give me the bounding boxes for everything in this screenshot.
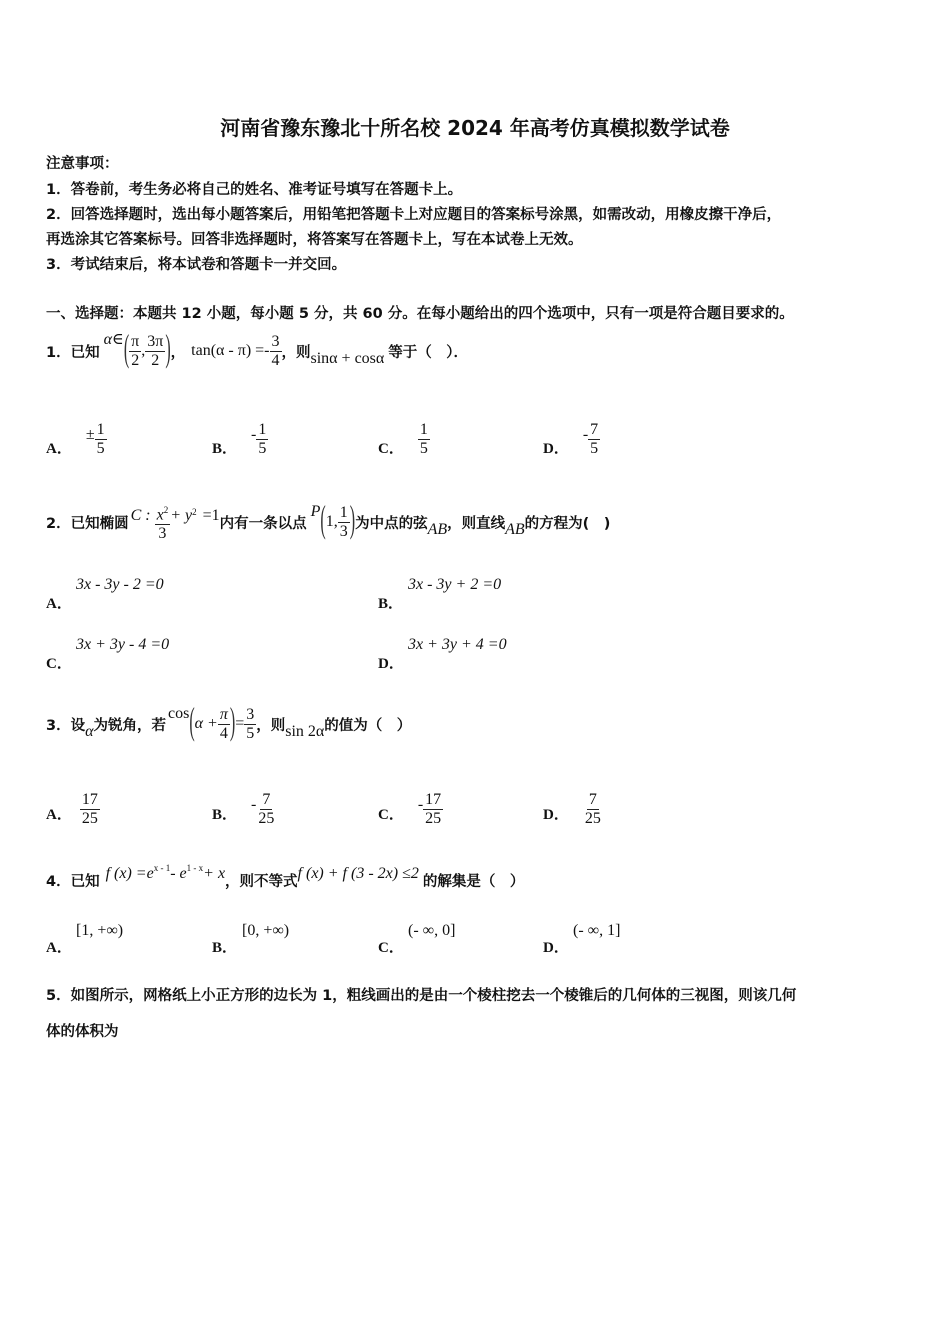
then-text: ，则 <box>256 717 286 734</box>
option-label: B． <box>212 807 238 823</box>
question-number: 3．设 <box>46 717 86 734</box>
function-minus-term: - e <box>170 865 187 882</box>
notice-item: 再选涂其它答案标号。回答非选择题时，将答案写在答题卡上，写在本试卷上无效。 <box>46 232 583 248</box>
line-name: AB <box>505 521 525 538</box>
exponent-1: x - 1 <box>153 863 171 873</box>
option-fraction: $\frac{1}{5}$ <box>419 421 428 457</box>
option-fraction: $\frac{17}{25}$ <box>425 791 442 827</box>
question-text: 为中点的弦 <box>355 515 428 532</box>
question-ask: 的值为（ ） <box>324 717 412 734</box>
equals: = <box>235 715 245 732</box>
question-2 <box>46 496 610 548</box>
option-c[interactable] <box>378 410 430 458</box>
cos-value-fraction: $\frac{3}{5}$ <box>246 705 255 742</box>
question-1: 1．已知 α∈ ( $\frac{\pi}{2}$ , $\frac{3\pi}{2}$ ) ， tan(α - π) =- $\frac{3}{4}$ ，则 sinα + cosα 等于（ ）． <box>46 326 468 376</box>
interval-lower-fraction: $\frac{\pi}{2}$ <box>131 332 140 369</box>
condition-alpha-in: α∈ <box>103 331 124 348</box>
option-equation: 3x - 3y - 2 =0 <box>76 576 164 593</box>
question-number: 4．已知 <box>46 873 100 890</box>
paren-right: ) <box>229 702 236 744</box>
question-number: 1．已知 <box>46 344 100 361</box>
target-expression: sin 2α <box>285 723 325 740</box>
page-title: 河南省豫东豫北十所名校 2024 年高考仿真模拟数学试卷 <box>220 116 730 140</box>
question-number: 2．已知椭圆 <box>46 515 129 532</box>
point-x: 1, <box>325 513 338 530</box>
option-sign: - <box>417 796 424 813</box>
condition-tan: tan(α - π) =- <box>191 342 270 359</box>
question-5-line-1: 5．如图所示，网格纸上小正方形的边长为 1，粗线画出的是由一个棱柱挖去一个棱锥后的几何体的三视图，则该几何 <box>46 988 797 1004</box>
question-text: 内有一条以点 <box>219 515 307 532</box>
option-label: D． <box>378 656 404 672</box>
option-interval: (- ∞, 0] <box>408 922 456 939</box>
option-equation: 3x + 3y - 4 =0 <box>76 636 170 653</box>
ellipse-fraction: $\frac{x^2}{3}$ <box>155 501 171 543</box>
paren-left: ( <box>320 500 326 542</box>
option-label: C． <box>378 441 404 457</box>
question-ask: 等于（ ）． <box>388 344 469 361</box>
tan-value-fraction: $\frac{3}{4}$ <box>271 332 280 369</box>
option-d[interactable] <box>543 782 603 828</box>
option-label: D． <box>543 807 569 823</box>
ellipse-name: C : <box>130 507 151 524</box>
notice-item: 3．考试结束后，将本试卷和答题卡一并交回。 <box>46 257 347 273</box>
function-definition: f (x) =e <box>105 865 154 882</box>
question-4 <box>46 862 524 898</box>
option-c[interactable] <box>378 782 443 828</box>
point-y-fraction: $\frac{1}{3}$ <box>339 503 348 540</box>
option-fraction: $\frac{7}{25}$ <box>258 791 275 827</box>
then-text: ，则 <box>281 344 311 361</box>
option-label: B． <box>212 940 238 956</box>
option-label: B． <box>212 441 238 457</box>
separator: ， <box>170 344 186 361</box>
option-b[interactable] <box>212 410 268 458</box>
option-label: A． <box>46 596 72 612</box>
paren-right: ) <box>349 500 356 542</box>
chord-name: AB <box>427 521 448 538</box>
y-exponent: 2 <box>192 507 197 517</box>
option-sign: - <box>251 426 257 443</box>
question-text: ，则不等式 <box>225 873 298 890</box>
inequality: f (x) + f (3 - 2x) ≤2 <box>297 865 419 882</box>
cos-function: cos <box>168 705 190 722</box>
option-label: D． <box>543 940 569 956</box>
option-a[interactable] <box>46 410 107 458</box>
option-fraction: $\frac{7}{5}$ <box>590 421 599 457</box>
option-label: C． <box>378 807 404 823</box>
option-a[interactable] <box>46 782 100 828</box>
ellipse-y-term: + y <box>170 507 193 524</box>
option-fraction: $\frac{1}{5}$ <box>96 421 105 457</box>
paren-right: ) <box>165 329 171 371</box>
option-sign: - <box>582 426 589 443</box>
function-plus-term: + x <box>203 865 226 882</box>
option-label: A． <box>46 807 72 823</box>
target-expression: sinα + cosα <box>310 350 385 367</box>
option-sign: ± <box>85 426 95 443</box>
option-fraction: $\frac{1}{5}$ <box>258 421 267 457</box>
option-label: C． <box>46 656 72 672</box>
cos-argument: α + <box>194 715 218 732</box>
option-fraction: $\frac{7}{25}$ <box>584 791 601 827</box>
question-text: 为锐角，若 <box>93 717 166 734</box>
question-text: ，则直线 <box>447 515 506 532</box>
exponent-2: 1 - x <box>186 863 204 873</box>
variable-alpha: α <box>85 723 94 740</box>
question-ask: 的方程为( ) <box>524 515 611 532</box>
question-ask: 的解集是（ ） <box>422 873 525 890</box>
option-label: A． <box>46 940 72 956</box>
option-equation: 3x + 3y + 4 =0 <box>408 636 507 653</box>
ellipse-rhs: =1 <box>202 507 220 524</box>
question-5-line-2: 体的体积为 <box>46 1024 119 1040</box>
question-3 <box>46 696 411 752</box>
option-equation: 3x - 3y + 2 =0 <box>408 576 502 593</box>
interval-upper-fraction: $\frac{3\pi}{2}$ <box>147 332 164 369</box>
pi-over-4-fraction: $\frac{\pi}{4}$ <box>219 705 228 742</box>
paren-left: ( <box>189 702 195 744</box>
notice-heading: 注意事项： <box>46 156 119 172</box>
option-sign: - <box>251 796 257 813</box>
notice-item: 2．回答选择题时，选出每小题答案后，用铅笔把答题卡上对应题目的答案标号涂黑，如需改动，用橡皮擦干净后， <box>46 207 782 223</box>
option-label: B． <box>378 596 404 612</box>
option-interval: [1, +∞) <box>76 922 124 939</box>
option-label: D． <box>543 441 569 457</box>
notice-item: 1．答卷前，考生务必将自己的姓名、准考证号填写在答题卡上。 <box>46 182 463 198</box>
option-fraction: $\frac{17}{25}$ <box>81 791 98 827</box>
option-label: C． <box>378 940 404 956</box>
option-interval: [0, +∞) <box>242 922 290 939</box>
option-interval: (- ∞, 1] <box>573 922 621 939</box>
paren-left: ( <box>123 329 130 371</box>
section-heading: 一、选择题：本题共 12 小题，每小题 5 分，共 60 分。在每小题给出的四个选项中，只有一项是符合题目要求的。 <box>46 306 794 322</box>
option-b[interactable] <box>212 782 276 828</box>
point-name: P <box>310 503 321 520</box>
option-d[interactable] <box>543 410 600 458</box>
option-label: A． <box>46 441 72 457</box>
